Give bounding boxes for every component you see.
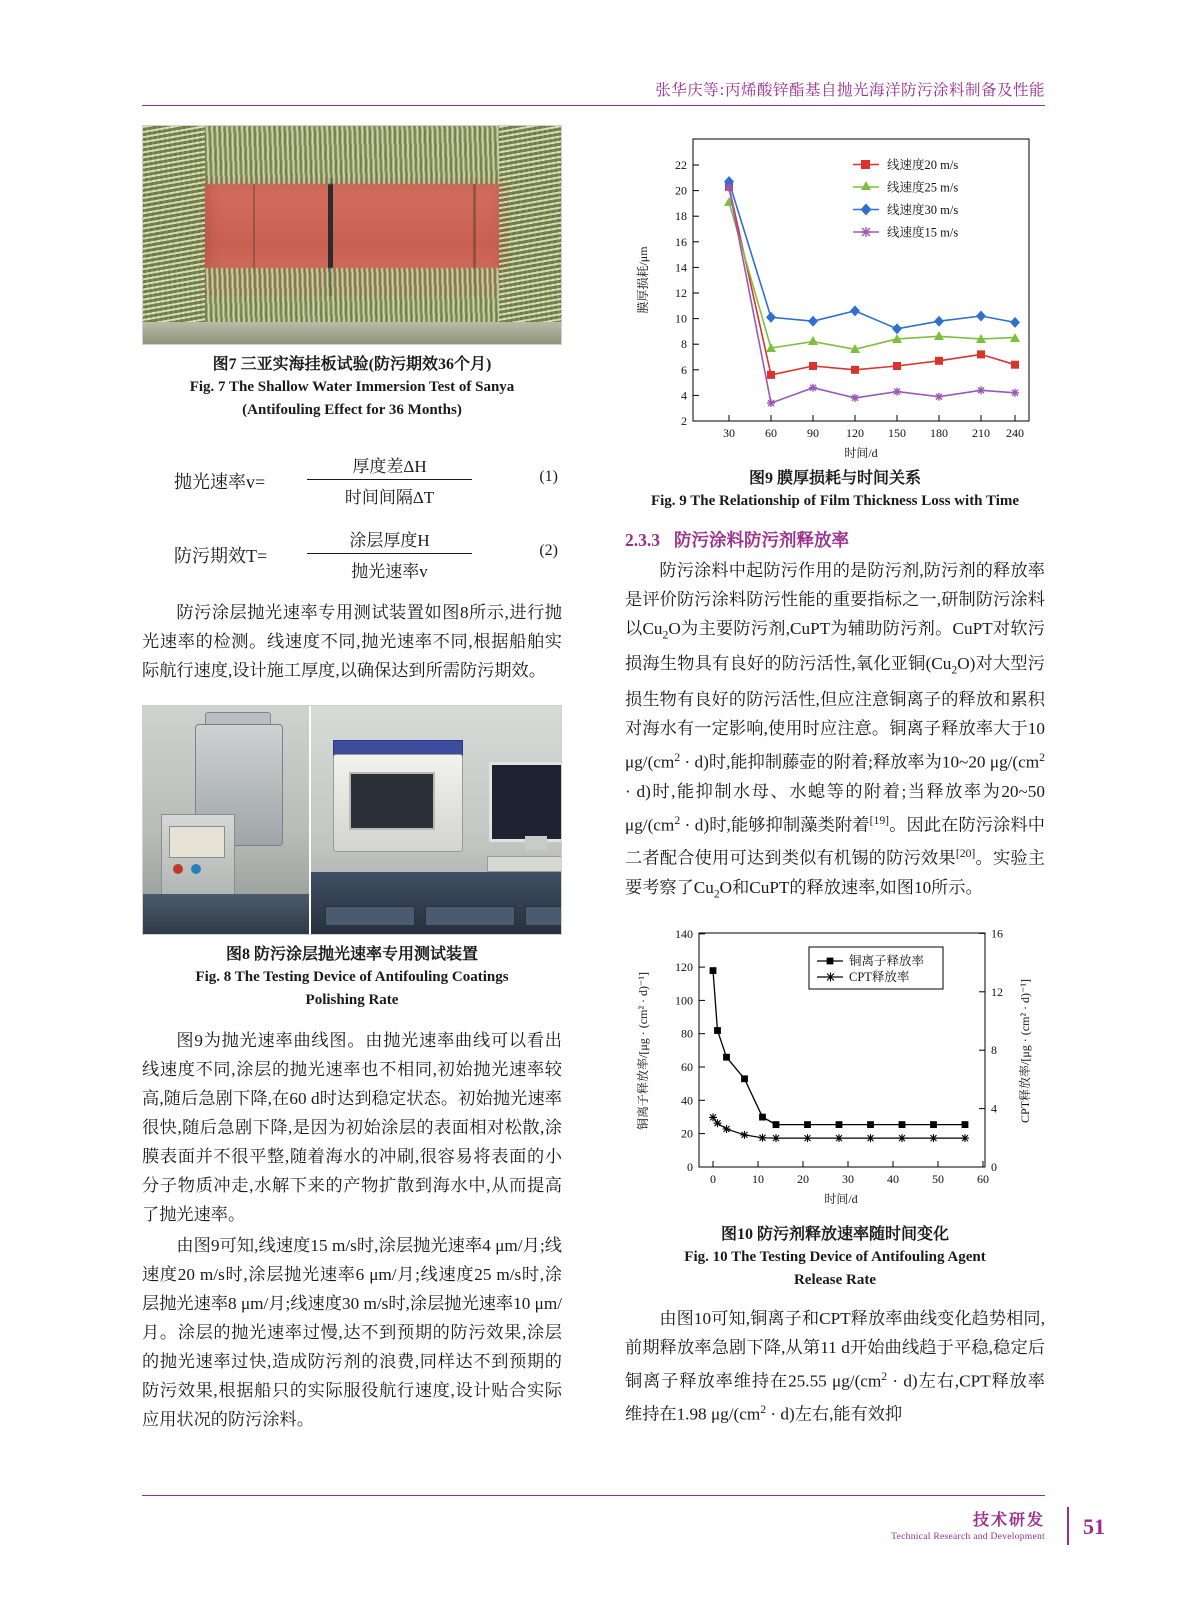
svg-text:8: 8 <box>681 337 687 352</box>
figure8-caption-en-line2: Polishing Rate <box>305 992 399 1008</box>
figure8-caption-cn: 图8 防污涂层抛光速率专用测试装置 <box>225 946 478 963</box>
svg-text:20: 20 <box>681 1126 693 1141</box>
figure10-ylabel-right: CPT释放率/[μg · (cm² · d)⁻¹] <box>1018 978 1032 1123</box>
svg-text:0: 0 <box>710 1171 716 1186</box>
svg-text:线速度30 m/s: 线速度30 m/s <box>887 203 959 217</box>
formula-1-denominator: 时间间隔ΔT <box>307 479 472 508</box>
footer-divider <box>1067 1507 1069 1545</box>
photo-bench-left <box>143 894 309 934</box>
section-number: 2.3.3 <box>625 530 660 550</box>
figure9-svg <box>625 125 1045 465</box>
svg-text:120: 120 <box>846 426 864 440</box>
photo-monitor-stand <box>525 836 547 850</box>
svg-text:30: 30 <box>723 426 735 440</box>
footer-rule <box>142 1495 1045 1496</box>
formula-1-fraction <box>307 452 472 508</box>
photo-blue-knob <box>191 864 201 874</box>
figure7-caption <box>142 353 562 422</box>
svg-text:14: 14 <box>675 260 687 275</box>
right-paragraph-1: 防污涂料中起防污作用的是防污剂,防污剂的释放率是评价防污涂料防污性能的重要指标之一,研制防污涂料以$Cu_2O$为主要防污剂,CuPT为辅助防污剂。CuPT对软污损海生物具有良好的防污活性,氧化亚铜$(Cu_2O)$对大型污损生物有良好的防污活性,但应注意铜离子的释放和累积对海水有一定影响,使用时应注意。铜离子释放率大于10 $\mu g/(cm^2 \cdot d)$时,能抑制藤壶的附着;释放率为10~20 $\mu g/(cm^2 \cdot d)$时,能抑制水母、水螅等的附着;当释放率为20~50 $\mu g/(cm^2 \cdot d)$时,能够抑制藻类附着[19]。因此在防污涂料中二者配合使用可达到类似有机锡的防污效果[20]。实验主要考察了$Cu_2O$和CuPT的释放速率,如图10所示。 <box>625 561 1045 901</box>
figure10-caption-cn: 图10 防污剂释放速率随时间变化 <box>720 1225 949 1243</box>
svg-text:4: 4 <box>681 388 687 403</box>
figure7-caption-en-line1: Fig. 7 The Shallow Water Immersion Test of Sanya <box>189 379 515 395</box>
svg-text:4: 4 <box>991 1101 997 1116</box>
figure10-svg <box>625 921 1045 1221</box>
svg-text:60: 60 <box>681 1059 693 1074</box>
svg-text:40: 40 <box>681 1092 693 1107</box>
footer-brand-cn: 技术研发 <box>972 1512 1045 1529</box>
svg-text:线速度20 m/s: 线速度20 m/s <box>887 158 959 172</box>
figure10-ylabel-left: 铜离子释放率/[μg · (cm² · d)⁻¹] <box>636 971 650 1130</box>
svg-text:线速度15 m/s: 线速度15 m/s <box>887 225 959 240</box>
formula-2-number: (2) <box>539 542 558 559</box>
figure9-caption <box>625 467 1045 513</box>
photo-frame-bottom <box>143 322 561 344</box>
svg-text:6: 6 <box>681 362 687 377</box>
section-heading-2-3-3 <box>625 527 1045 552</box>
photo-keyboard <box>487 856 562 872</box>
formula-2 <box>142 522 562 588</box>
footer-brand-en: Technical Research and Development <box>891 1532 1045 1542</box>
formula-2-lhs: 防污期效T= <box>174 546 268 566</box>
right-paragraph-2: 由图10可知,铜离子和CPT释放率曲线变化趋势相同,前期释放率急剧下降,从第11 d开始曲线趋于平稳,稳定后铜离子释放率维持在25.55 $\mu g/(cm^2 \cdot d)$左右,CPT释放率维持在1.98 $\mu g/(cm^2 \cdot d)$左右,能有效抑 <box>625 1308 1045 1424</box>
figure9-caption-en-line1: Fig. 9 The Relationship of Film Thickness Loss with Time <box>650 493 1020 509</box>
left-paragraph-2: 图9为抛光速率曲线图。由抛光速率曲线可以看出线速度不同,涂层的抛光速率也不相同,初始抛光速率较高,随后急剧下降,在60 d时达到稳定状态。初始抛光速率很快,随后急剧下降,是因为初始涂层的表面相对松散,涂膜表面并不很平整,随着海水的冲刷,很容易将表面的小分子物质冲走,水解下来的产物扩散到海水中,从而提高了抛光速率。 <box>142 1031 562 1224</box>
figure10-xlabel: 时间/d <box>824 1191 858 1206</box>
svg-text:10: 10 <box>675 311 687 326</box>
svg-text:40: 40 <box>887 1171 899 1186</box>
formula-2-fraction <box>307 526 472 582</box>
svg-text:0: 0 <box>991 1159 997 1174</box>
svg-text:80: 80 <box>681 1026 693 1041</box>
figure10-legend <box>809 947 943 989</box>
svg-text:150: 150 <box>888 426 906 440</box>
photo-fouling-right <box>499 126 561 344</box>
svg-text:50: 50 <box>932 1171 944 1186</box>
figure9-xlabel: 时间/d <box>844 446 878 460</box>
photo-lab-workstation <box>311 706 561 934</box>
photo-monitor <box>489 762 562 842</box>
figure9-chart <box>625 125 1045 465</box>
svg-text:铜离子释放率: 铜离子释放率 <box>849 953 925 968</box>
formula-1 <box>142 448 562 514</box>
photo-instrument-screen <box>349 772 435 830</box>
svg-text:16: 16 <box>991 925 1003 940</box>
svg-text:210: 210 <box>972 426 990 440</box>
figure10-caption-en-line2: Release Rate <box>793 1271 877 1288</box>
svg-text:60: 60 <box>765 426 777 440</box>
svg-text:18: 18 <box>675 209 687 224</box>
photo-red-knob <box>173 864 183 874</box>
figure10-caption-en-line1: Fig. 10 The Testing Device of Antifouling Agent <box>684 1248 986 1265</box>
photo-drawer <box>325 906 415 926</box>
svg-text:20: 20 <box>675 183 687 198</box>
svg-text:16: 16 <box>675 234 687 249</box>
figure8-caption <box>142 943 562 1012</box>
section-title: 防污涂料防污剂释放率 <box>674 530 849 550</box>
right-column <box>625 125 1045 1429</box>
figure9-legend <box>847 149 1023 245</box>
page-number: 51 <box>1083 1514 1105 1539</box>
footer-brand <box>891 1507 1045 1542</box>
figure10-caption <box>625 1223 1045 1292</box>
svg-text:180: 180 <box>930 426 948 440</box>
svg-text:10: 10 <box>752 1171 764 1186</box>
svg-text:0: 0 <box>687 1159 693 1174</box>
svg-text:12: 12 <box>675 286 687 300</box>
left-column <box>142 125 562 1434</box>
figure7-caption-en-line2: (Antifouling Effect for 36 Months) <box>242 402 462 418</box>
photo-drawer <box>425 906 515 926</box>
left-paragraph-1: 防污涂层抛光速率专用测试装置如图8所示,进行抛光速率的检测。线速度不同,抛光速率不同,根据船舶实际航行速度,设计施工厚度,以确保达到所需防污期效。 <box>142 603 562 680</box>
figure8-caption-en-line1: Fig. 8 The Testing Device of Antifouling Coatings <box>195 969 509 985</box>
svg-text:60: 60 <box>977 1171 989 1186</box>
svg-text:30: 30 <box>842 1171 854 1186</box>
svg-text:线速度25 m/s: 线速度25 m/s <box>887 180 959 195</box>
svg-text:90: 90 <box>807 426 819 440</box>
svg-text:CPT释放率: CPT释放率 <box>849 969 910 984</box>
svg-text:20: 20 <box>797 1171 809 1186</box>
svg-text:12: 12 <box>991 984 1003 999</box>
svg-text:8: 8 <box>991 1042 997 1057</box>
formula-2-numerator: 涂层厚度H <box>349 531 430 550</box>
formula-1-numerator: 厚度差ΔH <box>352 457 427 476</box>
photo-drawer <box>525 906 562 926</box>
photo-control-panel <box>169 826 225 858</box>
formula-1-lhs: 抛光速率v= <box>174 472 266 492</box>
svg-text:140: 140 <box>675 926 693 941</box>
svg-text:22: 22 <box>675 158 687 172</box>
figure7-caption-cn: 图7 三亚实海挂板试验(防污期效36个月) <box>212 356 492 373</box>
svg-text:240: 240 <box>1006 426 1024 440</box>
svg-text:2: 2 <box>681 414 687 428</box>
figure7-photo <box>142 125 562 345</box>
formula-2-denominator: 抛光速率v <box>307 553 472 582</box>
left-paragraph-3: 由图9可知,线速度15 m/s时,涂层抛光速率4 μm/月;线速度20 m/s时,涂层抛光速率6 μm/月;线速度25 m/s时,涂层抛光速率8 μm/月;线速度30 m/s时,涂层抛光速率10 μm/月。涂层的抛光速率过慢,达不到预期的防污效果,涂层的抛光速率过快,造成防污剂的浪费,同样达不到预期的防污效果,根据船只的实际服役航行速度,设计贴合实际应用状况的防污涂料。 <box>142 1236 562 1429</box>
photo-fouling-left <box>143 126 205 344</box>
running-head: 张华庆等:丙烯酸锌酯基自抛光海洋防污涂料制备及性能 <box>655 81 1045 99</box>
photo-polishing-rate-tester <box>143 706 311 934</box>
header-rule <box>142 105 1045 106</box>
svg-text:100: 100 <box>675 992 693 1007</box>
figure9-caption-cn: 图9 膜厚损耗与时间关系 <box>748 470 921 487</box>
figure8-photo <box>142 705 562 935</box>
formula-block <box>142 448 562 588</box>
figure9-ylabel: 膜厚损耗/μm <box>636 246 650 314</box>
formula-1-number: (1) <box>539 468 558 485</box>
svg-text:120: 120 <box>675 959 693 974</box>
figure10-chart <box>625 921 1045 1221</box>
